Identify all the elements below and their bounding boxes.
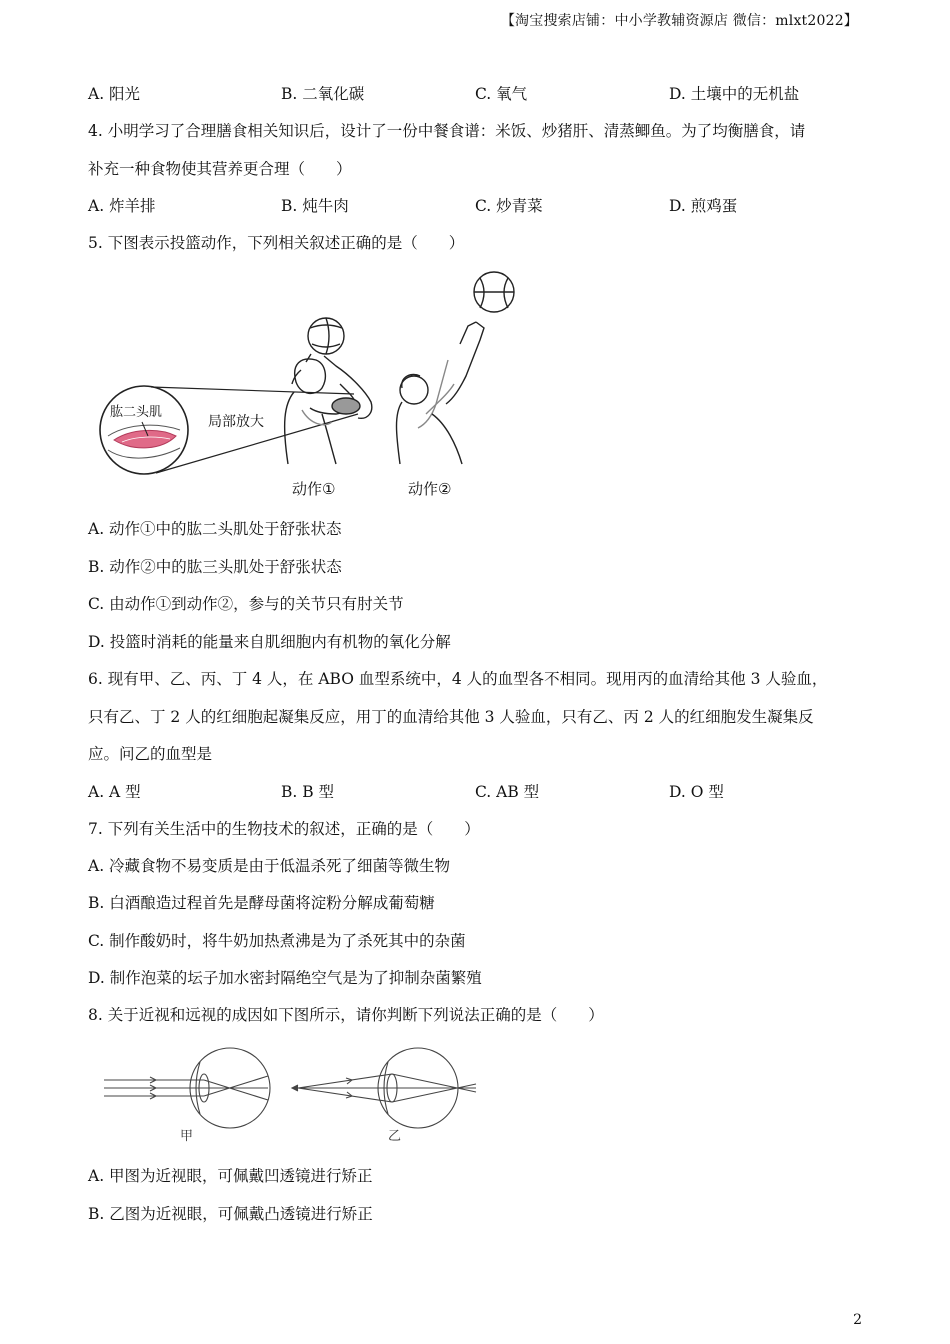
q6-stem-line2: 只有乙、丁 2 人的红细胞起凝集反应，用丁的血清给其他 3 人验血，只有乙、丙 2 人的红细胞发生凝集反 <box>88 708 814 726</box>
page-header: 【淘宝搜索店铺：中小学教辅资源店 微信：mlxt2022】 <box>500 13 858 29</box>
q3-option-d: D. 土壤中的无机盐 <box>669 85 800 103</box>
q4-option-b: B. 炖牛肉 <box>281 197 349 215</box>
q5-option-d: D. 投篮时消耗的能量来自肌细胞内有机物的氧化分解 <box>88 633 451 651</box>
page-number: 2 <box>853 1312 862 1328</box>
eye-diagram-a-icon <box>104 1048 270 1128</box>
q8-option-a: A. 甲图为近视眼，可佩戴凹透镜进行矫正 <box>88 1167 373 1185</box>
eye-figure <box>100 1040 490 1150</box>
q3-option-c: C. 氧气 <box>475 85 528 103</box>
eye-b-label: 乙 <box>388 1129 402 1144</box>
action1-label: 动作① <box>292 480 336 498</box>
biceps-zoom-icon <box>100 386 188 474</box>
action2-label: 动作② <box>408 480 452 498</box>
q7-option-b: B. 白酒酿造过程首先是酵母菌将淀粉分解成葡萄糖 <box>88 894 435 912</box>
q3-option-a: A. 阳光 <box>88 85 141 103</box>
q6-option-d: D. O 型 <box>669 783 724 801</box>
q4-stem-line2: 补充一种食物使其营养更合理（ ） <box>88 160 352 178</box>
q6-stem-line1: 6. 现有甲、乙、丙、丁 4 人，在 ABO 血型系统中，4 人的血型各不相同。现用丙的血清给其他 3 人验血， <box>88 670 828 688</box>
eye-diagram-b-icon <box>292 1048 476 1128</box>
q4-option-a: A. 炸羊排 <box>88 197 156 215</box>
q5-option-c: C. 由动作①到动作②，参与的关节只有肘关节 <box>88 595 404 613</box>
q8-stem: 8. 关于近视和远视的成因如下图所示，请你判断下列说法正确的是（ ） <box>88 1006 604 1024</box>
q5-stem: 5. 下图表示投篮动作，下列相关叙述正确的是（ ） <box>88 234 465 252</box>
zoom-label: 局部放大 <box>208 414 264 430</box>
q7-stem: 7. 下列有关生活中的生物技术的叙述，正确的是（ ） <box>88 820 480 838</box>
q5-option-a: A. 动作①中的肱二头肌处于舒张状态 <box>88 520 342 538</box>
q6-stem-line3: 应。问乙的血型是 <box>88 745 213 763</box>
eye-a-label: 甲 <box>180 1129 194 1144</box>
q7-option-d: D. 制作泡菜的坛子加水密封隔绝空气是为了抑制杂菌繁殖 <box>88 969 482 987</box>
player-action2-icon <box>397 272 515 464</box>
q7-option-a: A. 冷藏食物不易变质是由于低温杀死了细菌等微生物 <box>88 857 451 875</box>
q6-option-a: A. A 型 <box>88 783 141 801</box>
player-action1-icon <box>285 318 372 464</box>
q8-option-b: B. 乙图为近视眼，可佩戴凸透镜进行矫正 <box>88 1205 373 1223</box>
basketball-figure <box>96 264 536 504</box>
q6-option-b: B. B 型 <box>281 783 335 801</box>
q6-option-c: C. AB 型 <box>475 783 540 801</box>
biceps-label: 肱二头肌 <box>110 405 163 420</box>
q4-stem-line1: 4. 小明学习了合理膳食相关知识后，设计了一份中餐食谱：米饭、炒猪肝、清蒸鲫鱼。为了均衡膳食，请 <box>88 122 806 140</box>
q7-option-c: C. 制作酸奶时，将牛奶加热煮沸是为了杀死其中的杂菌 <box>88 932 466 950</box>
q3-option-b: B. 二氧化碳 <box>281 85 365 103</box>
q5-option-b: B. 动作②中的肱三头肌处于舒张状态 <box>88 558 342 576</box>
q4-option-c: C. 炒青菜 <box>475 197 543 215</box>
q4-option-d: D. 煎鸡蛋 <box>669 197 738 215</box>
